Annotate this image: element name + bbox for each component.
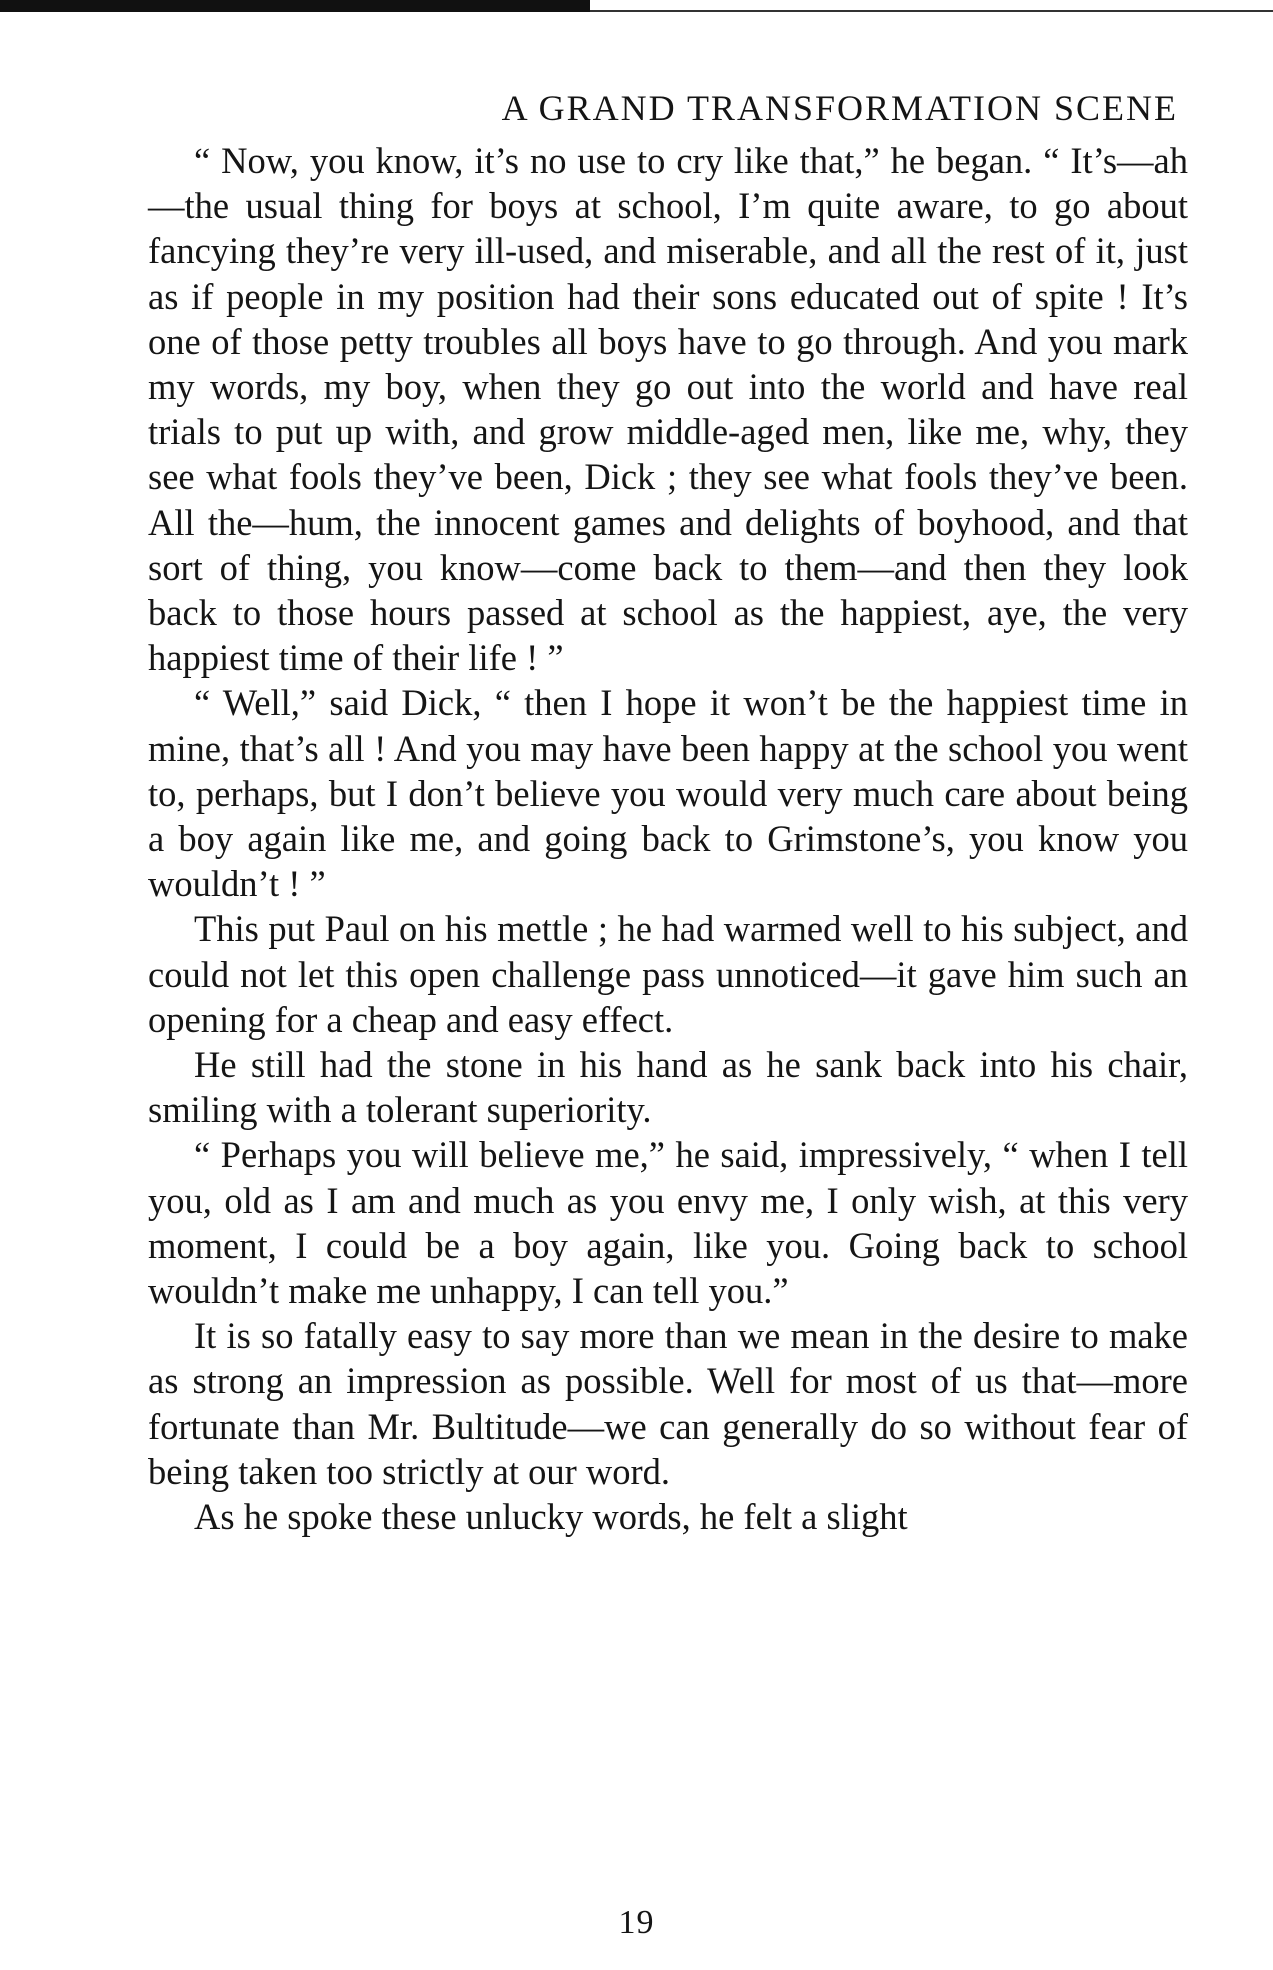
- paragraph: As he spoke these unlucky words, he felt a slight: [194, 1496, 908, 1538]
- paragraph: He still had the stone in his hand as he sank back into his chair, smiling with a tolerant superiority.: [148, 1044, 1188, 1131]
- paragraph: “ Perhaps you will believe me,” he said, impressively, “ when I tell you, old as I am and much as you envy me, I only wish, at this very moment, I could be a boy again, like you. Going back to school wouldn’t make me unhappy, I can tell you.”: [148, 1134, 1188, 1312]
- running-head: A GRAND TRANSFORMATION SCENE: [501, 88, 1178, 128]
- paragraph: “ Now, you know, it’s no use to cry like that,” he began. “ It’s—ah—the usual thing for boys at school, I’m quite aware, to go about fancying they’re very ill-used, and miserable, and all the rest of it, just as if people in my position had their sons educated out of spite ! It’s one of those petty troubles all boys have to go through. And you mark my words, my boy, when they go out into the world and have real trials to put up with, and grow middle-aged men, like me, why, they see what fools they’ve been, Dick ; they see what fools they’ve been. All the—hum, the innocent games and delights of boyhood, and that sort of thing, you know—come back to them—and then they look back to those hours passed at school as the happiest, aye, the very happiest time of their life ! ”: [148, 140, 1188, 679]
- page-number: 19: [618, 1904, 655, 1941]
- top-border-rule: [0, 0, 590, 12]
- paragraph: It is so fatally easy to say more than we mean in the desire to make as strong an impression as possible. Well for most of us that—more fortunate than Mr. Bultitude—we can generally do so without fear of being taken too strictly at our word.: [148, 1315, 1188, 1492]
- paragraph: “ Well,” said Dick, “ then I hope it won’t be the happiest time in mine, that’s all ! And you may have been happy at the school you went to, perhaps, but I don’t believe you would very much care about being a boy again like me, and going back to Grimstone’s, you know you wouldn’t ! ”: [148, 682, 1188, 905]
- book-page: [148, 86, 1188, 1539]
- top-border-rule-thin: [590, 10, 1273, 12]
- body-text: [148, 138, 1188, 1539]
- paragraph: This put Paul on his mettle ; he had warmed well to his subject, and could not let this open challenge pass unnoticed—it gave him such an opening for a cheap and easy effect.: [148, 908, 1188, 1040]
